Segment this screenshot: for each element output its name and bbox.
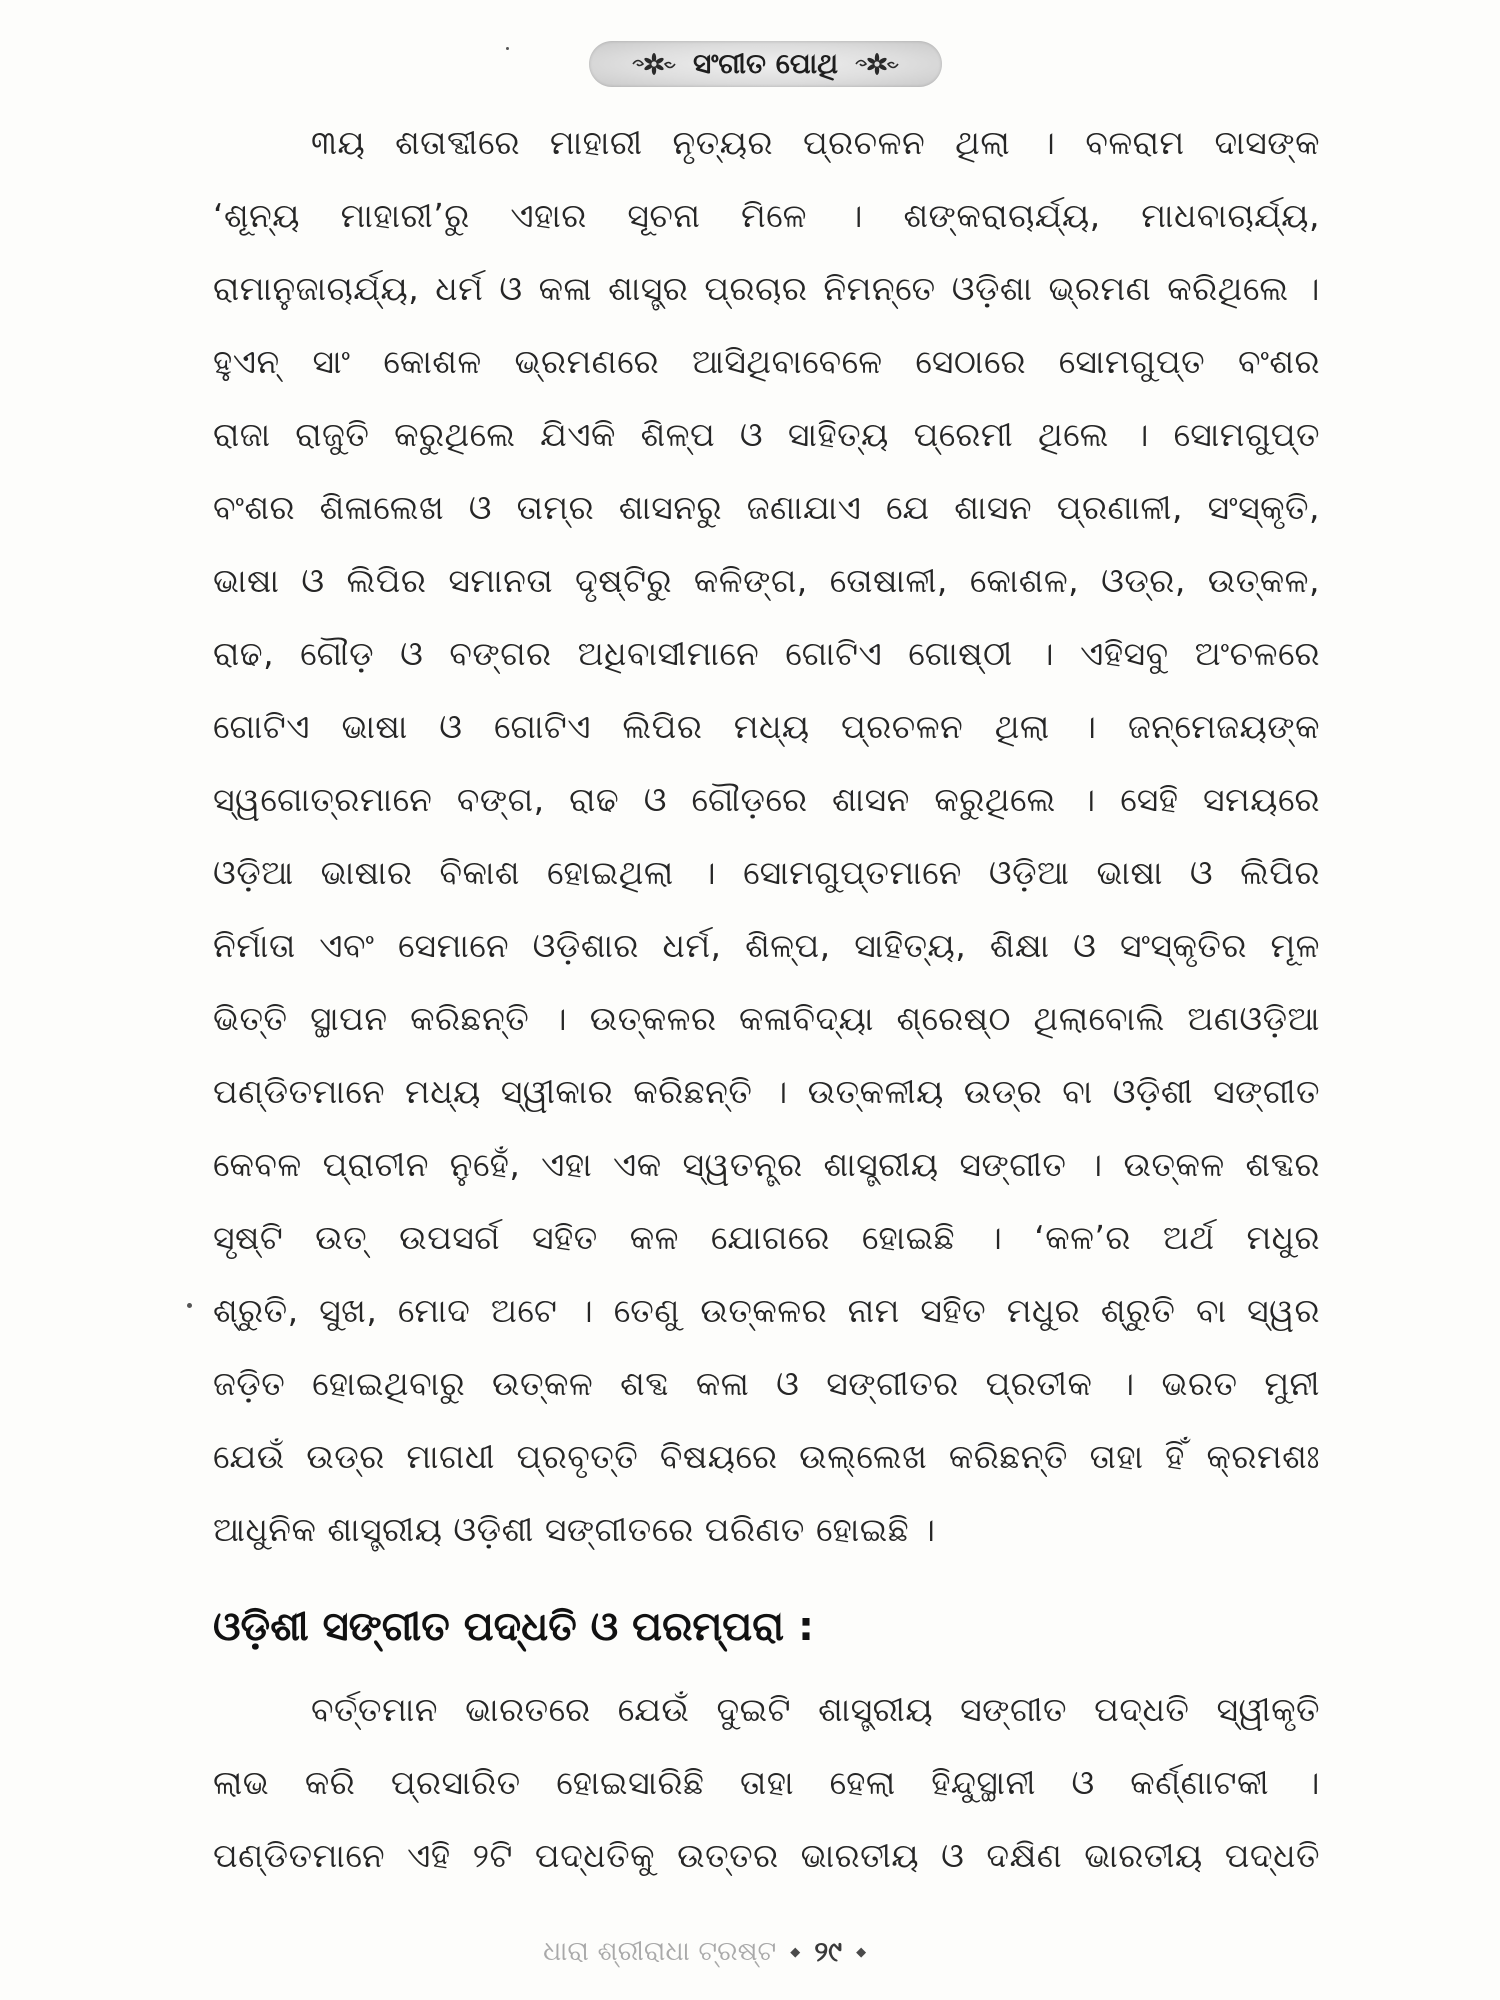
text-line: ବଂଶର ଶିଳାଲେଖ ଓ ତାମ୍ର ଶାସନରୁ ଜଣାଯାଏ ଯେ ଶାସନ ପ୍ରଣାଳୀ, ସଂସ୍କୃତି, xyxy=(213,488,1320,527)
text-line: ପଣ୍ଡିତମାନେ ଏହି ୨ଟି ପଦ୍ଧତିକୁ ଉତ୍ତର ଭାରତୀୟ ଓ ଦକ୍ଷିଣ ଭାରତୀୟ ପଦ୍ଧତି xyxy=(213,1836,1320,1875)
diamond-separator-icon: ◆ xyxy=(856,1944,867,1960)
text-line: ଲାଭ କରି ପ୍ରସାରିତ ହୋଇସାରିଛି ତାହା ହେଲା ହିନ୍ଦୁସ୍ଥାନୀ ଓ କର୍ଣ୍ଣାଟକୀ । xyxy=(213,1763,1320,1802)
flourish-icon xyxy=(854,51,900,77)
text-line: ପଣ୍ଡିତମାନେ ମଧ୍ୟ ସ୍ୱୀକାର କରିଛନ୍ତି । ଉତ୍କଳୀୟ ଉଡ୍ର ବା ଓଡ଼ିଶୀ ସଙ୍ଗୀତ xyxy=(213,1072,1320,1111)
text-line: ଭାଷା ଓ ଲିପିର ସମାନତା ଦୃଷ୍ଟିରୁ କଳିଙ୍ଗ, ତୋଷାଳୀ, କୋଶଳ, ଓଡ୍ର, ଉତ୍କଳ, xyxy=(213,561,1320,600)
text-line: ରାମାନୁଜାଚାର୍ଯ୍ୟ, ଧର୍ମ ଓ କଳା ଶାସ୍ତ୍ର ପ୍ରଚାର ନିମନ୍ତେ ଓଡ଼ିଶା ଭ୍ରମଣ କରିଥିଲେ । xyxy=(213,269,1320,308)
text-line: ୩ୟ ଶତାବ୍ଦୀରେ ମାହାରୀ ନୃତ୍ୟର ପ୍ରଚଳନ ଥିଲା । ବଳରାମ ଦାସଙ୍କ xyxy=(311,123,1320,162)
text-line: ଯେଉଁ ଉଡ୍ର ମାଗଧୀ ପ୍ରବୃତ୍ତି ବିଷୟରେ ଉଲ୍ଲେଖ କରିଛନ୍ତି ତାହା ହିଁ କ୍ରମଶଃ xyxy=(213,1437,1320,1476)
diamond-separator-icon: ◆ xyxy=(790,1944,801,1960)
section-heading: ଓଡ଼ିଶୀ ସଙ୍ଗୀତ ପଦ୍ଧତି ଓ ପରମ୍ପରା : xyxy=(213,1604,814,1650)
paragraph-2 xyxy=(213,1673,1320,1892)
flourish-icon xyxy=(631,51,677,77)
text-line: ଓଡ଼ିଆ ଭାଷାର ବିକାଶ ହୋଇଥିଲା । ସୋମଗୁପ୍ତମାନେ ଓଡ଼ିଆ ଭାଷା ଓ ଲିପିର xyxy=(213,853,1320,892)
text-line: ନିର୍ମାତା ଏବଂ ସେମାନେ ଓଡ଼ିଶାର ଧର୍ମ, ଶିଳ୍ପ, ସାହିତ୍ୟ, ଶିକ୍ଷା ଓ ସଂସ୍କୃତିର ମୂଳ xyxy=(213,926,1320,965)
text-line: ଶ୍ରୁତି, ସୁଖ, ମୋଦ ଅଟେ । ତେଣୁ ଉତ୍କଳର ନାମ ସହିତ ମଧୁର ଶ୍ରୁତି ବା ସ୍ୱର xyxy=(213,1291,1320,1330)
page-footer xyxy=(543,1930,866,1974)
text-line: ‘ଶୂନ୍ୟ ମାହାରୀ’ରୁ ଏହାର ସୂଚନା ମିଳେ । ଶଙ୍କରାଚାର୍ଯ୍ୟ, ମାଧବାଚାର୍ଯ୍ୟ, xyxy=(213,196,1320,235)
text-line: ବର୍ତ୍ତମାନ ଭାରତରେ ଯେଉଁ ଦୁଇଟି ଶାସ୍ତ୍ରୀୟ ସଙ୍ଗୀତ ପଦ୍ଧତି ସ୍ୱୀକୃତି xyxy=(311,1690,1320,1729)
scan-speck xyxy=(187,1303,192,1308)
text-line: ଗୋଟିଏ ଭାଷା ଓ ଗୋଟିଏ ଲିପିର ମଧ୍ୟ ପ୍ରଚଳନ ଥିଲା । ଜନ୍ମେଜୟଙ୍କ xyxy=(213,707,1320,746)
text-line: ରାଜା ରାଜୁତି କରୁଥିଲେ ଯିଏକି ଶିଳ୍ପ ଓ ସାହିତ୍ୟ ପ୍ରେମୀ ଥିଲେ । ସୋମଗୁପ୍ତ xyxy=(213,415,1320,454)
text-line: ଜଡ଼ିତ ହୋଇଥିବାରୁ ଉତ୍କଳ ଶବ୍ଦ କଳା ଓ ସଙ୍ଗୀତର ପ୍ରତୀକ । ଭରତ ମୁନୀ xyxy=(213,1364,1320,1403)
section-heading-block xyxy=(213,1591,1320,1664)
text-line: ଆଧୁନିକ ଶାସ୍ତ୍ରୀୟ ଓଡ଼ିଶୀ ସଙ୍ଗୀତରେ ପରିଣତ ହୋଇଛି । xyxy=(213,1510,936,1549)
text-line: ସ୍ୱଗୋତ୍ରମାନେ ବଙ୍ଗ, ରାଢ ଓ ଗୌଡ଼ରେ ଶାସନ କରୁଥିଲେ । ସେହି ସମୟରେ xyxy=(213,780,1320,819)
scan-speck xyxy=(506,47,509,50)
footer-publisher: ଧାରା ଶ୍ରୀରାଧା ଟ୍ରଷ୍ଟ xyxy=(543,1936,777,1967)
text-line: ଭିତ୍ତି ସ୍ଥାପନ କରିଛନ୍ତି । ଉତ୍କଳର କଳାବିଦ୍ୟା ଶ୍ରେଷ୍ଠ ଥିଲାବୋଲି ଅଣଓଡ଼ିଆ xyxy=(213,999,1320,1038)
text-line: କେବଳ ପ୍ରାଚୀନ ନୁହେଁ, ଏହା ଏକ ସ୍ୱତନ୍ତ୍ର ଶାସ୍ତ୍ରୀୟ ସଙ୍ଗୀତ । ଉତ୍କଳ ଶବ୍ଦର xyxy=(213,1145,1320,1184)
page-number: ୨୯ xyxy=(814,1935,843,1968)
book-title: ସଂଗୀତ ପୋଥି xyxy=(692,47,839,80)
text-line: ହୁଏନ୍ ସାଂ କୋଶଳ ଭ୍ରମଣରେ ଆସିଥିବାବେଳେ ସେଠାରେ ସୋମଗୁପ୍ତ ବଂଶର xyxy=(213,342,1320,381)
running-header xyxy=(589,41,942,87)
text-line: ରାଢ, ଗୌଡ଼ ଓ ବଙ୍ଗର ଅଧିବାସୀମାନେ ଗୋଟିଏ ଗୋଷ୍ଠୀ । ଏହିସବୁ ଅଂଚଳରେ xyxy=(213,634,1320,673)
text-line: ସୃଷ୍ଟି ଉତ୍ ଉପସର୍ଗ ସହିତ କଳ ଯୋଗରେ ହୋଇଛି । ‘କଳ’ର ଅର୍ଥ ମଧୁର xyxy=(213,1218,1320,1257)
paragraph-1 xyxy=(213,106,1320,1566)
